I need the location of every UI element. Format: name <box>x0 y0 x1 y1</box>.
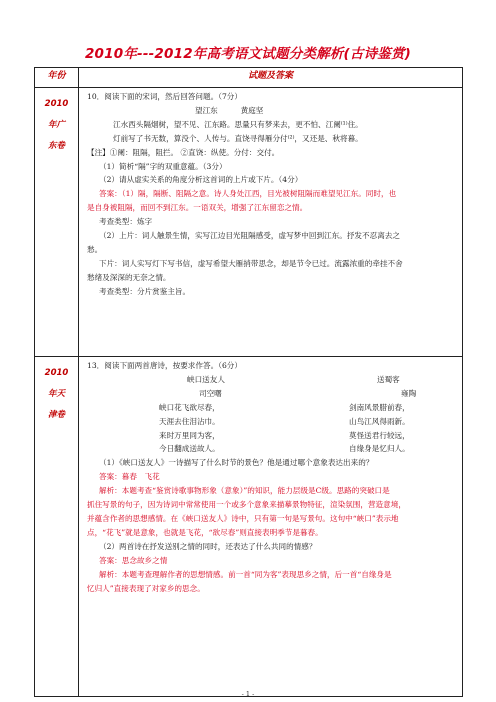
poem-heading <box>87 104 456 118</box>
question-stem: 10．阅读下面的宋词，然后回答问题。（7分） <box>87 92 242 101</box>
poem-line-right: 山鸟江风得雨新。 <box>349 416 410 426</box>
page-number: - 1 - <box>241 690 255 698</box>
question-row-guangdong <box>35 88 463 357</box>
answer-text: 答案：思念故乡之情 <box>99 555 168 565</box>
poem-author: 司空曙 <box>199 388 222 398</box>
poem-row <box>87 415 456 429</box>
poem-line: 江水西头隔烟树，望不见、江东路。思量只有梦来去，更不怕、江阑⁽¹⁾住。 <box>113 119 363 129</box>
poem-line-right: 剑南风景腊前春， <box>349 402 410 412</box>
poem-row <box>87 429 456 443</box>
explanation-text: 抓住写景的句子，因为诗词中常常使用一个或多个意象来描摹景物特征，渲染氛围，营造意境， <box>87 500 406 510</box>
header-year: 年份 <box>35 68 79 88</box>
year-line: 年广 <box>47 120 65 130</box>
poem-line-right: 自缘身是忆归人。 <box>349 444 410 454</box>
poem-line-left: 峡口花飞欲尽春， <box>159 402 220 412</box>
poem-title: 峡口送友人 <box>187 374 225 384</box>
answer-text: 答案：（1）隔，隔断、阻隔之意。诗人身处江西，目光被树阻隔而难望见江东。同时，也 <box>99 189 397 199</box>
year-cell-tianjin <box>35 357 79 697</box>
poem-row <box>87 442 456 456</box>
poem-title: 送蜀客 <box>377 374 400 384</box>
year-line: 2010 <box>44 99 69 109</box>
document-title: 2010年---2012年高考语文试题分类解析(古诗鉴赏) <box>84 46 412 62</box>
sub-question: （2）请从虚实关系的角度分析这首词的上片或下片。（4分） <box>99 175 303 185</box>
explanation-text: 并蕴含作者的思想感情。在《峡口送友人》诗中，只有第一句是写景句。这句中“峡口”表示地 <box>87 513 399 523</box>
explanation-text: 解析：本题考查“鉴赏诗歌事物形象（意象）”的知识，能力层级是C级。思路的突破口是 <box>99 486 390 496</box>
year-line: 2010 <box>44 368 69 378</box>
content-cell-guangdong <box>79 88 463 357</box>
poem-author: 黄庭坚 <box>240 105 264 115</box>
poem-authors <box>87 387 456 401</box>
content-cell-tianjin <box>79 357 463 697</box>
explanation-text: 愁。 <box>87 244 103 254</box>
poem-row <box>87 401 456 415</box>
header-content: 试题及答案 <box>79 68 463 88</box>
year-line: 东卷 <box>47 141 65 151</box>
explanation-text: 下片：词人实写灯下写书信，虚写希望大雁捎带思念，却是节令已过。流露浓重的牵挂不舍 <box>99 258 403 268</box>
poem-titles <box>87 373 456 387</box>
year-cell-guangdong <box>35 88 79 357</box>
sub-question: （1）《峡口送友人》一诗描写了什么时节的景色？他是通过哪个意象表达出来的？ <box>99 458 374 468</box>
explanation-text: 解析：本题考查理解作者的思想情感。前一首“同为客”表现思乡之情，后一首“自缘身是 <box>99 569 392 579</box>
question-row-tianjin <box>35 357 463 697</box>
sub-question: （1）简析“隔”字的双重意蕴。（3分） <box>99 161 227 171</box>
poem-line: 灯前写了书无数，算没个、人传与。直饶寻得雁分付⁽²⁾，又还是、秋将暮。 <box>113 133 363 143</box>
question-table <box>34 67 463 697</box>
poem-note: 【注】①阑：阻隔，阻拦。 ②直饶：纵使。分付：交付。 <box>87 147 280 157</box>
year-line: 年天 <box>47 389 65 399</box>
poem-line-left: 天涯去住泪沾巾。 <box>159 416 220 426</box>
sub-question: （2）两首诗在抒发送别之情的同时，还表达了什么共同的情感？ <box>99 541 317 551</box>
explanation-text: 点，“花飞”就是意象，也就是飞花，“欲尽春”则直接表明季节是暮春。 <box>87 527 323 537</box>
poem-line-left: 今日翻成送故人。 <box>159 444 220 454</box>
explanation-text: 愁绪及深深的无奈之情。 <box>87 272 171 282</box>
question-stem: 13．阅读下面两首唐诗，按要求作答。（6分） <box>87 361 242 370</box>
answer-text: 答案：暮春 飞花 <box>99 472 160 482</box>
question-type: 考查类型：分片赏鉴主旨。 <box>99 286 191 296</box>
poem-title: 望江东 <box>195 105 218 115</box>
poem-line-right: 莫怪送君行较远， <box>349 430 410 440</box>
year-line: 津卷 <box>47 410 65 420</box>
poem-line-left: 来时万里同为客， <box>159 430 220 440</box>
poem-author: 雍陶 <box>401 388 417 398</box>
answer-text: 是自身被阻隔，而回不到江东。一语双关，增强了江东留恋之情。 <box>87 203 308 213</box>
question-type: 考查类型：炼字 <box>99 217 153 227</box>
explanation-text: 忆归人”直接表现了对家乡的思念。 <box>87 583 205 593</box>
header-row <box>35 68 463 88</box>
explanation-text: （2）上片：词人触景生情，实写江边目光阻隔感受，虚写梦中回到江东。抒发不忍离去之 <box>99 231 400 241</box>
